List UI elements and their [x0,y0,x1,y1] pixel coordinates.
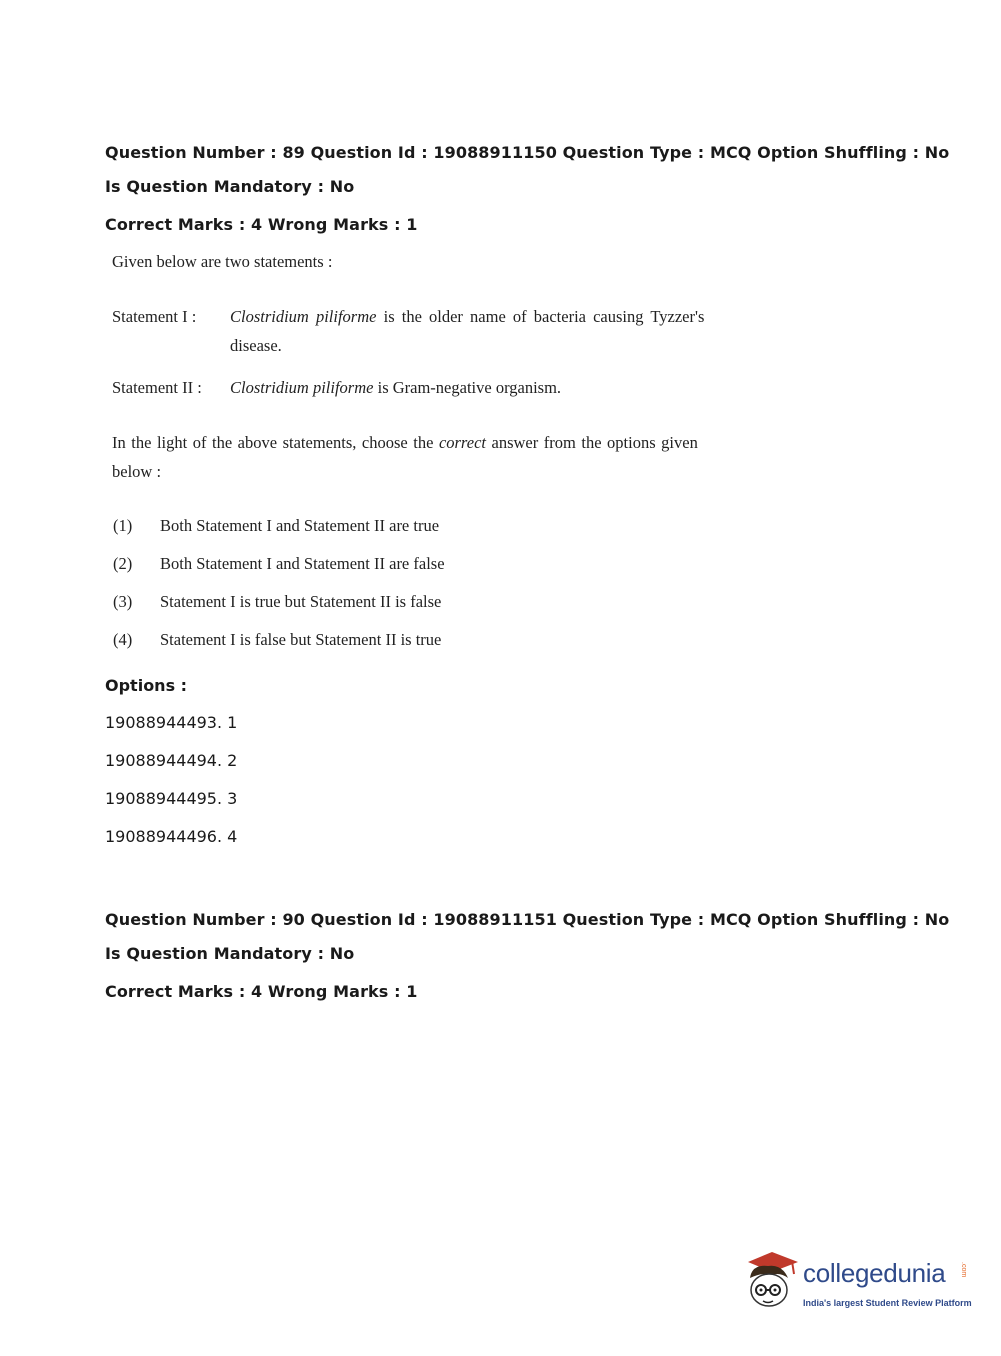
choice-text: Both Statement I and Statement II are true [160,516,440,535]
q90-header-line1: Question Number : 90 Question Id : 19088911151 Question Type : MCQ Option Shuffling : No [105,910,950,929]
statement2-rest: is Gram-negative organism. [373,378,562,397]
option-line: 19088944495. 3 [105,789,238,808]
statement1-organism: Clostridium piliforme [230,307,377,326]
options-heading: Options : [105,676,188,695]
choice-number: (1) [113,516,133,535]
q89-instruction [112,433,698,453]
instruction-emphasis: correct [438,433,486,452]
q89-instruction-line2: below : [112,462,162,481]
q89-mandatory: Is Question Mandatory : No [105,177,355,196]
collegedunia-logo [742,1248,972,1318]
logo-tagline: India's largest Student Review Platform [803,1298,972,1308]
choice-text: Statement I is false but Statement II is true [160,630,442,649]
statement1-text [230,307,704,327]
mascot-icon [742,1248,802,1318]
choice-text: Statement I is true but Statement II is false [160,592,442,611]
choice-number: (2) [113,554,133,573]
choice-number: (3) [113,592,133,611]
statement1-rest: is the older name of bacteria causing Tyzzer's [376,307,705,326]
logo-wordmark: collegedunia [803,1258,946,1288]
statement1-label: Statement I : [112,307,197,326]
statement1-line2: disease. [230,336,282,355]
statement2-label: Statement II : [112,378,202,397]
q89-marks: Correct Marks : 4 Wrong Marks : 1 [105,215,418,234]
q90-mandatory: Is Question Mandatory : No [105,944,355,963]
option-line: 19088944493. 1 [105,713,238,732]
choice-text: Both Statement I and Statement II are false [160,554,445,573]
q90-marks: Correct Marks : 4 Wrong Marks : 1 [105,982,418,1001]
option-line: 19088944496. 4 [105,827,238,846]
logo-suffix: .com [960,1262,967,1278]
choice-number: (4) [113,630,133,649]
q89-header-line1: Question Number : 89 Question Id : 19088911150 Question Type : MCQ Option Shuffling : No [105,143,950,162]
statement2-organism: Clostridium piliforme [230,378,374,397]
instruction-part1: In the light of the above statements, choose the [112,433,439,452]
option-line: 19088944494. 2 [105,751,238,770]
q89-intro: Given below are two statements : [112,252,333,271]
instruction-part2: answer from the options given [485,433,698,452]
statement2-text [230,378,561,398]
